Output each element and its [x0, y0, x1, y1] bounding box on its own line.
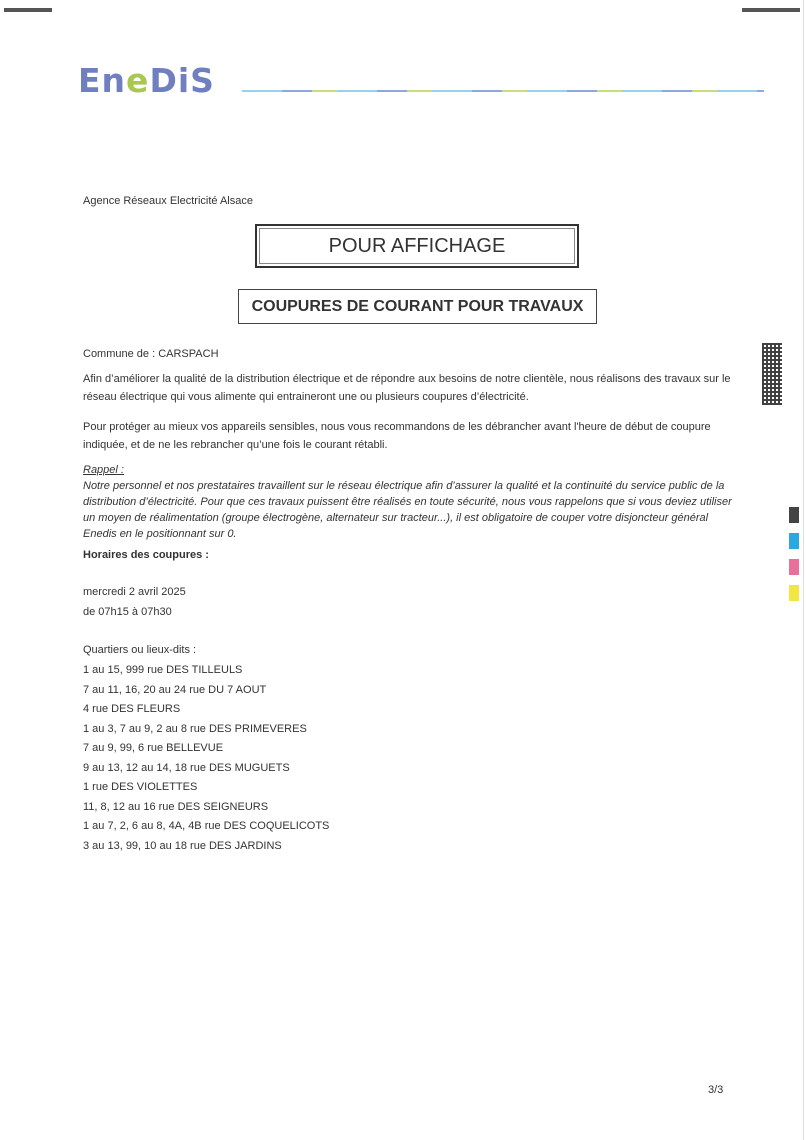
list-item: 7 au 11, 16, 20 au 24 rue DU 7 AOUT	[83, 683, 267, 696]
enedis-logo	[78, 62, 215, 98]
subtitle-box	[238, 289, 597, 324]
logo-text: EneDiS	[78, 60, 215, 100]
outage-date: mercredi 2 avril 2025	[83, 586, 186, 598]
scan-mark-right	[742, 8, 800, 12]
main-title: POUR AFFICHAGE	[328, 234, 506, 257]
agency-name: Agence Réseaux Electricité Alsace	[83, 195, 253, 207]
color-swatch-magenta	[789, 559, 799, 575]
scan-mark-left	[4, 8, 52, 12]
list-item: 9 au 13, 12 au 14, 18 rue DES MUGUETS	[83, 761, 290, 774]
header-divider	[242, 90, 764, 92]
list-item: 4 rue DES FLEURS	[83, 703, 181, 715]
paragraph-advice: Pour protéger au mieux vos appareils sensibles, nous vous recommandons de les débrancher avant l'heure de début de coupure indiquée, et de ne les rebrancher qu’une fois le courant rétabli.	[83, 421, 711, 451]
list-item: 1 rue DES VIOLETTES	[83, 781, 198, 793]
color-swatch-black	[789, 507, 799, 523]
datamatrix-code	[762, 343, 782, 405]
list-item: 3 au 13, 99, 10 au 18 rue DES JARDINS	[83, 839, 282, 852]
page-edge	[803, 0, 804, 1140]
horaires-heading: Horaires des coupures :	[83, 549, 209, 561]
list-item: 1 au 3, 7 au 9, 2 au 8 rue DES PRIMEVERES	[83, 722, 307, 735]
paragraph-intro: Afin d’améliorer la qualité de la distribution électrique et de répondre aux besoins de notre clientèle, nous réalisons des travaux sur le réseau électrique qui vous alimente qui entraineront une ou plusieurs coupures d’électricité.	[83, 373, 731, 403]
page-number: 3/3	[708, 1084, 724, 1096]
list-item: 11, 8, 12 au 16 rue DES SEIGNEURS	[83, 800, 269, 813]
color-swatch-yellow	[789, 585, 799, 601]
list-item: 1 au 15, 999 rue DES TILLEULS	[83, 664, 243, 676]
outage-time: de 07h15 à 07h30	[83, 606, 172, 618]
color-swatch-cyan	[789, 533, 799, 549]
list-item: 7 au 9, 99, 6 rue BELLEVUE	[83, 742, 224, 754]
list-item: 1 au 7, 2, 6 au 8, 4A, 4B rue DES COQUELICOTS	[83, 820, 330, 832]
rappel-text: Notre personnel et nos prestataires travaillent sur le réseau électrique afin d’assurer la qualité et la continuité du service public de la distribution d’électricité. Pour que ces travaux puissent être réalisés en toute sécurité, nous vous rappelons que si vous deviez utiliser un moyen de réalimentation (groupe électrogène, alternateur sur tracteur...), il est obligatoire de couper votre disjoncteur général Enedis en le positionnant sur 0.	[83, 480, 732, 540]
commune: Commune de : CARSPACH	[83, 348, 219, 360]
rappel-heading: Rappel :	[83, 464, 124, 476]
main-title-box	[255, 224, 579, 268]
street-list	[83, 661, 329, 856]
quartiers-heading: Quartiers ou lieux-dits :	[83, 644, 197, 656]
subtitle: COUPURES DE COURANT POUR TRAVAUX	[251, 297, 584, 315]
